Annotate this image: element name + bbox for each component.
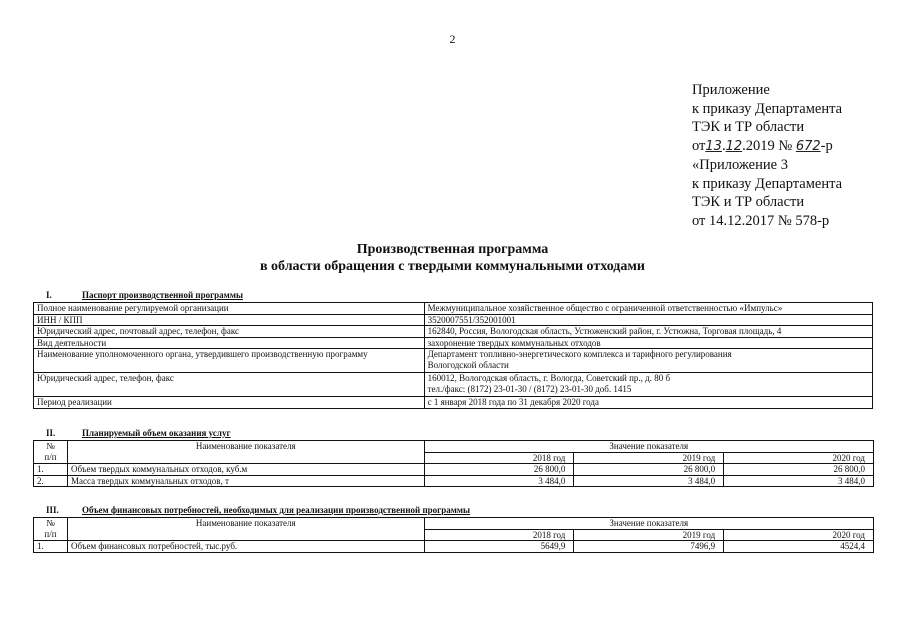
table-row — [34, 475, 874, 487]
cell-value: Межмуниципальное хозяйственное общество с ограниченной ответственностью «Импульс» — [424, 303, 872, 315]
table-row — [34, 464, 874, 476]
header-year: 2020 год — [724, 529, 874, 541]
cell-value: 26 800,0 — [574, 464, 724, 476]
section-title: Планируемый объем оказания услуг — [82, 428, 231, 438]
cell-value: 7496,9 — [574, 541, 724, 553]
cell-value — [424, 373, 872, 397]
header-year: 2020 год — [724, 452, 874, 464]
cell-value: 3 484,0 — [574, 475, 724, 487]
cell-value: 3 484,0 — [424, 475, 574, 487]
annex-line: Приложение — [692, 82, 770, 98]
annex-line: ТЭК и ТР области — [692, 119, 805, 135]
header-value: Значение показателя — [424, 441, 873, 453]
cell-num: 1. — [34, 541, 68, 553]
cell-value — [424, 349, 872, 373]
annex-line: к приказу Департамента — [692, 175, 843, 192]
cell-num: 2. — [34, 475, 68, 487]
header-year: 2018 год — [424, 529, 574, 541]
cell-value-line: Вологодской области — [427, 359, 509, 370]
annex-line: к приказу Департамента — [692, 100, 843, 117]
header-num-line: № — [46, 441, 55, 451]
cell-label: Наименование уполномоченного органа, утвердившего производственную программу — [34, 349, 425, 373]
section-title: Объем финансовых потребностей, необходимых для реализации производственной программы — [82, 505, 471, 515]
cell-value-line: Департамент топливно-энергетического комплекса и тарифного регулирования — [427, 349, 732, 359]
annex-from: от — [692, 137, 706, 154]
cell-value: 4524,4 — [724, 541, 874, 553]
cell-name: Объем твердых коммунальных отходов, куб.м — [67, 464, 424, 476]
table-row — [34, 314, 873, 326]
cell-label: Полное наименование регулируемой организации — [34, 303, 425, 315]
cell-value: 162840, Россия, Вологодская область, Устюженский район, г. Устюжна, Торговая площадь, 4 — [424, 326, 872, 338]
cell-label: Вид деятельности — [34, 337, 425, 349]
header-value: Значение показателя — [424, 518, 873, 530]
section-number: II. — [46, 428, 56, 438]
header-year: 2019 год — [574, 529, 724, 541]
cell-value: 5649,9 — [424, 541, 574, 553]
table-header-row — [34, 518, 874, 530]
title-line-1: Производственная программа — [356, 242, 549, 257]
table-row — [34, 373, 873, 397]
cell-value-line: тел./факс: (8172) 23-01-30 / (8172) 23-01-30 доб. 1415 — [427, 383, 632, 394]
document-title — [0, 241, 905, 275]
header-year: 2018 год — [424, 452, 574, 464]
passport-table — [33, 302, 873, 409]
services-table — [33, 440, 874, 487]
section-3-heading — [36, 505, 470, 515]
section-title: Паспорт производственной программы — [82, 290, 243, 300]
cell-value: 3520007551/352001001 — [424, 314, 872, 326]
annex-year: 2019 № — [745, 137, 793, 154]
annex-block — [692, 81, 842, 230]
annex-date-line: от13.12.2019 № 672-р — [692, 137, 833, 154]
table-row — [34, 397, 873, 409]
cell-value: захоронение твердых коммунальных отходов — [424, 337, 872, 349]
finance-table — [33, 517, 874, 553]
table-row — [34, 349, 873, 373]
annex-line: «Приложение 3 — [692, 157, 788, 173]
cell-label: ИНН / КПП — [34, 314, 425, 326]
header-num-line: п/п — [44, 528, 57, 539]
cell-label: Юридический адрес, почтовый адрес, телефон, факс — [34, 326, 425, 338]
table-row — [34, 337, 873, 349]
handwritten-number: 672 — [795, 138, 821, 154]
section-2-heading — [36, 428, 231, 438]
cell-name: Масса твердых коммунальных отходов, т — [67, 475, 424, 487]
header-num-line: № — [46, 518, 55, 528]
cell-name: Объем финансовых потребностей, тыс.руб. — [67, 541, 424, 553]
header-name: Наименование показателя — [67, 518, 424, 541]
annex-line: от 14.12.2017 № 578-р — [692, 212, 830, 229]
section-number: III. — [46, 505, 59, 515]
header-num-line: п/п — [44, 451, 57, 462]
table-header-row — [34, 441, 874, 453]
cell-value: 26 800,0 — [724, 464, 874, 476]
annex-line: ТЭК и ТР области — [692, 194, 805, 210]
cell-value: 3 484,0 — [724, 475, 874, 487]
header-num — [34, 441, 68, 464]
cell-label: Период реализации — [34, 397, 425, 409]
title-line-2: в области обращения с твердыми коммунальными отходами — [259, 259, 645, 274]
header-num — [34, 518, 68, 541]
cell-value: с 1 января 2018 года по 31 декабря 2020 года — [424, 397, 872, 409]
handwritten-month: 12 — [725, 138, 743, 154]
header-year: 2019 год — [574, 452, 724, 464]
section-1-heading — [36, 290, 243, 300]
cell-label: Юридический адрес, телефон, факс — [34, 373, 425, 397]
cell-value-line: 160012, Вологодская область, г. Вологда, Советский пр., д. 80 б — [427, 373, 671, 383]
table-row — [34, 326, 873, 338]
table-row — [34, 541, 874, 553]
header-name: Наименование показателя — [67, 441, 424, 464]
handwritten-day: 13 — [705, 138, 722, 154]
page-number: 2 — [449, 32, 456, 46]
annex-suffix: -р — [820, 137, 833, 154]
cell-num: 1. — [34, 464, 68, 476]
section-number: I. — [46, 290, 52, 300]
cell-value: 26 800,0 — [424, 464, 574, 476]
table-row — [34, 303, 873, 315]
